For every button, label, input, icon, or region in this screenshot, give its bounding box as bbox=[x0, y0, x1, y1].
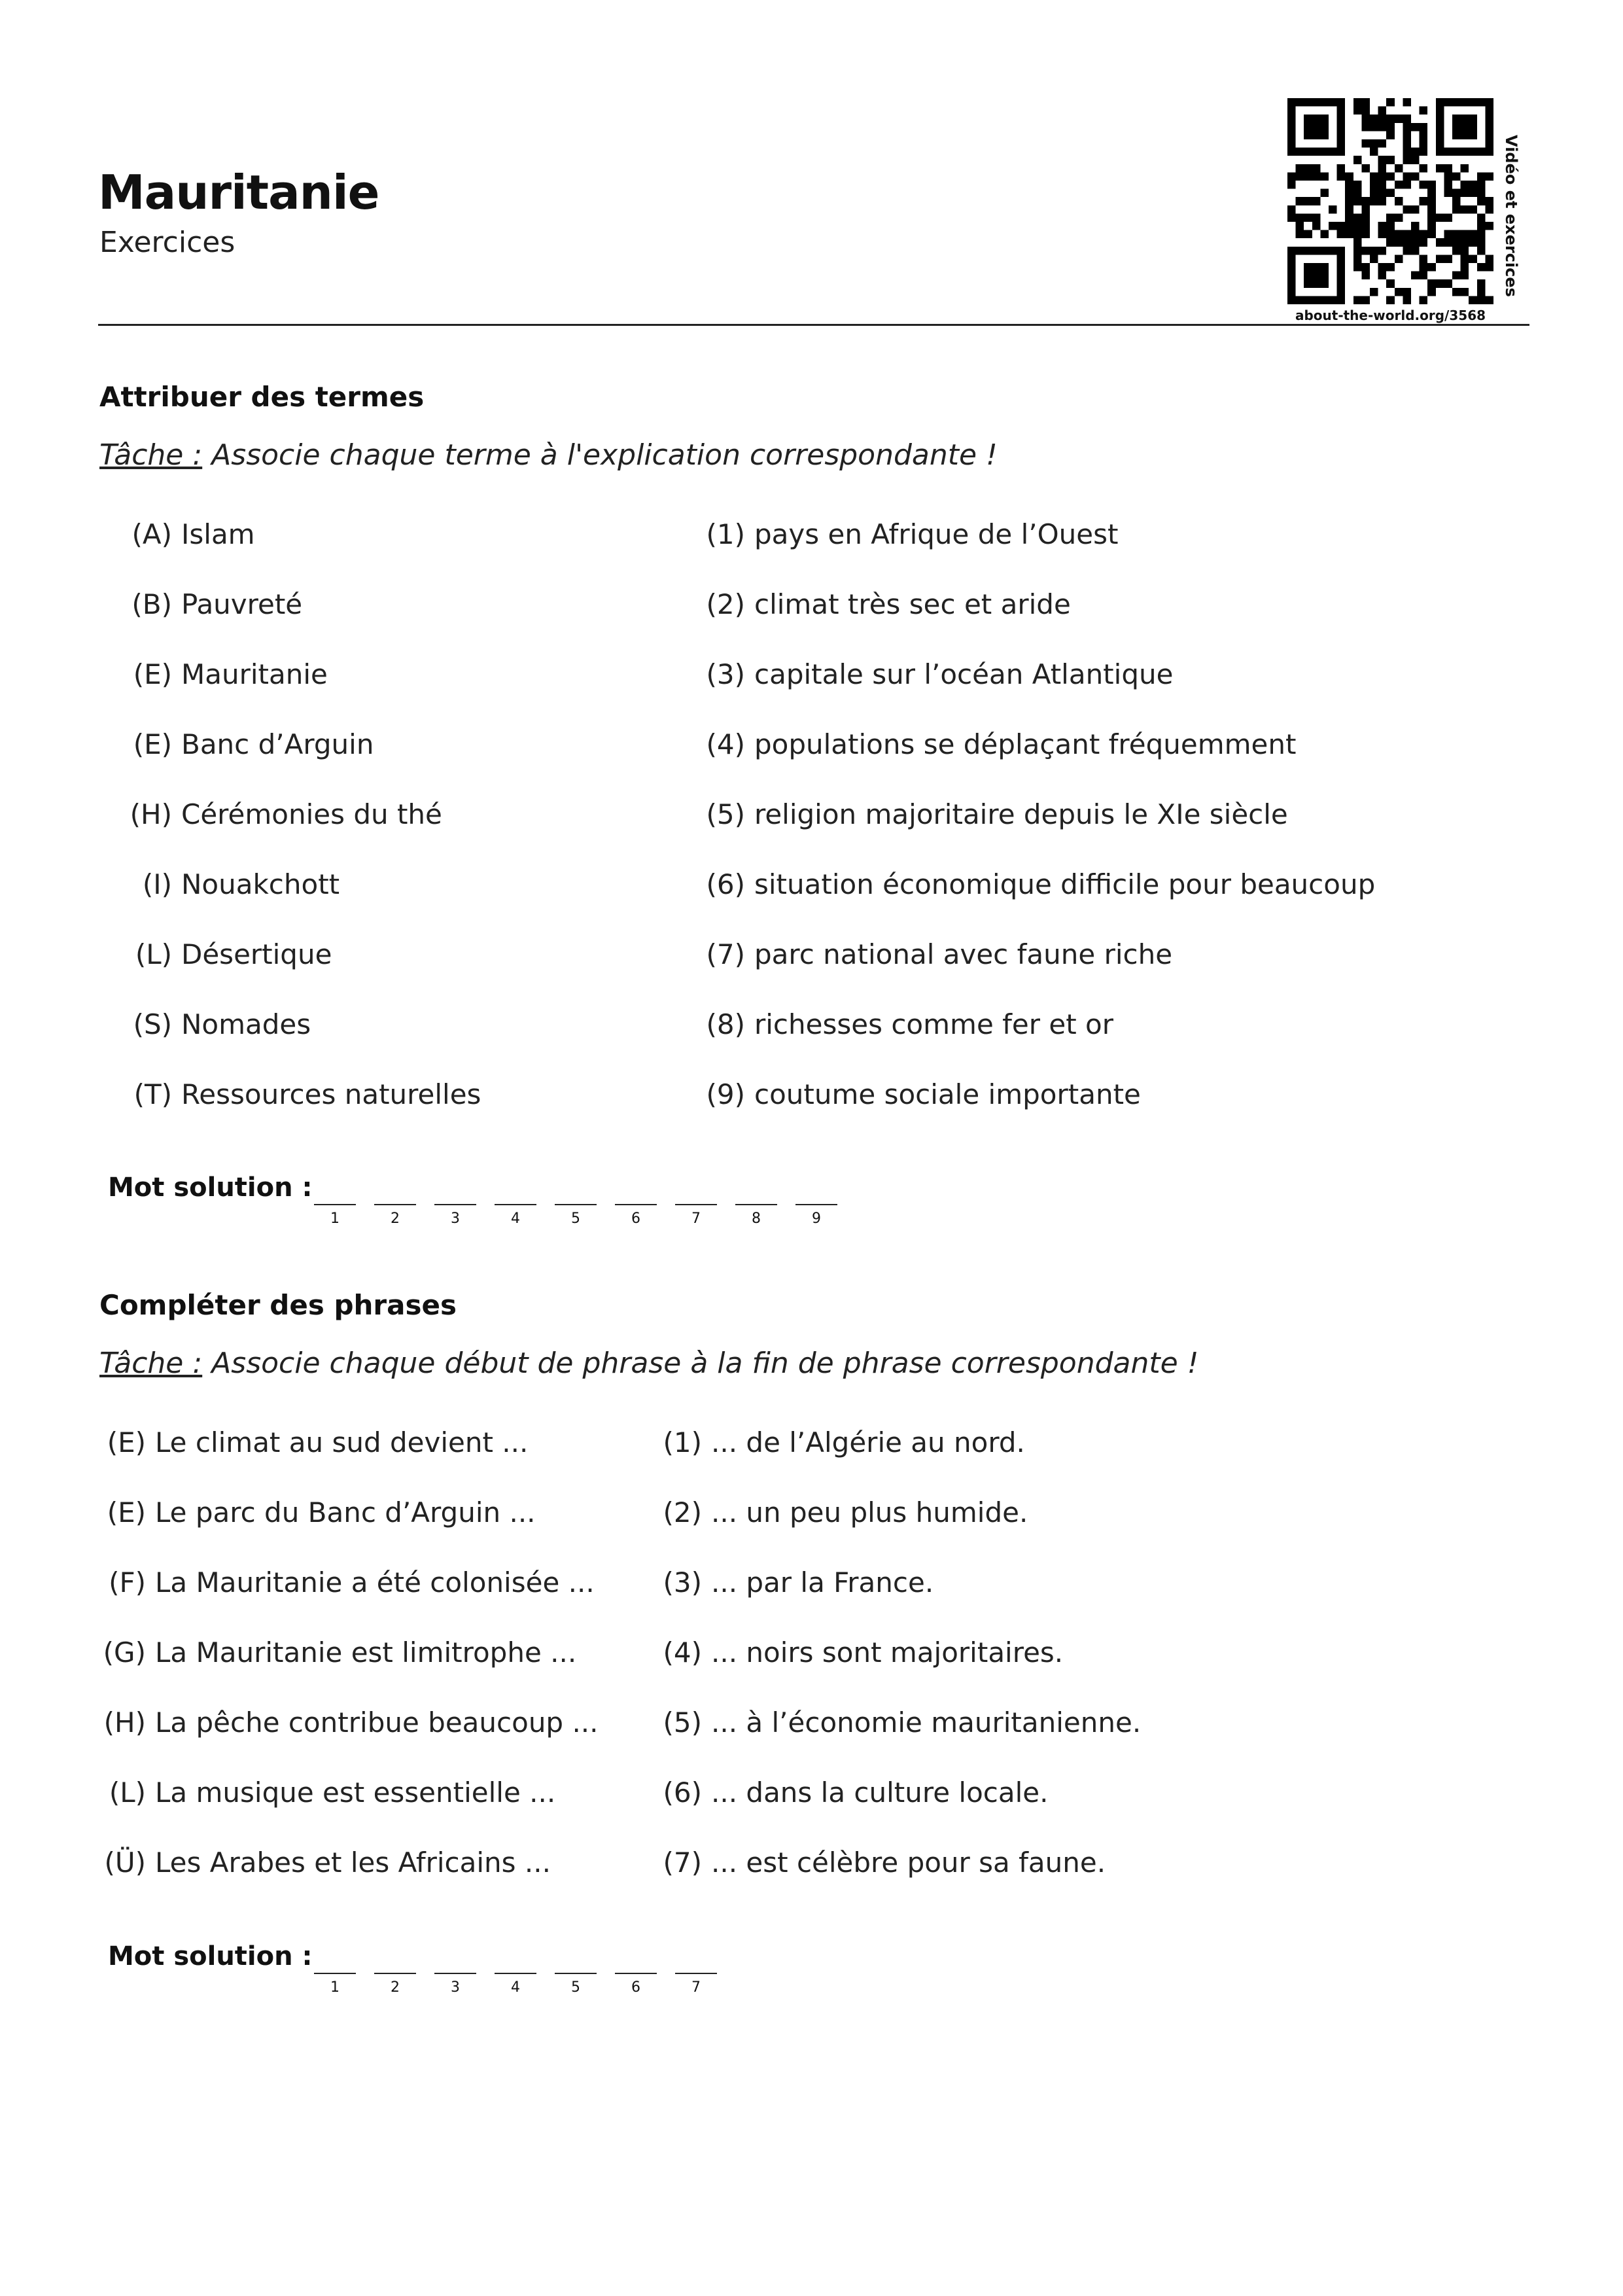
solution-blank[interactable] bbox=[495, 1204, 536, 1227]
definition-item bbox=[706, 1008, 1113, 1040]
sentence-end-item-key: (1) bbox=[663, 1426, 702, 1458]
term-item-text: Cérémonies du thé bbox=[181, 798, 442, 830]
sentence-end-item-key: (4) bbox=[663, 1636, 702, 1669]
solution-blank[interactable] bbox=[495, 1973, 536, 1996]
solution-blank[interactable] bbox=[555, 1973, 597, 1996]
qr-side-label: Vidéo et exercices bbox=[1502, 135, 1520, 297]
solution-blank-number: 6 bbox=[631, 1210, 640, 1227]
solution-blank-number: 4 bbox=[511, 1210, 520, 1227]
definition-item-text: richesses comme fer et or bbox=[754, 1008, 1113, 1040]
term-item-key: (L) bbox=[135, 938, 172, 970]
solution-blank[interactable] bbox=[374, 1204, 416, 1227]
section1-solution-label: Mot solution : bbox=[108, 1173, 313, 1203]
sentence-end-item-text: ... noirs sont majoritaires. bbox=[711, 1636, 1064, 1669]
sentence-end-item-text: ... à l’économie mauritanienne. bbox=[711, 1706, 1142, 1739]
solution-blank[interactable] bbox=[675, 1204, 717, 1227]
term-item-key: (E) bbox=[133, 658, 172, 690]
definition-item-text: pays en Afrique de l’Ouest bbox=[754, 518, 1119, 550]
section2-title: Compléter des phrases bbox=[99, 1289, 457, 1321]
solution-blank[interactable] bbox=[434, 1973, 476, 1996]
term-item bbox=[133, 1008, 311, 1040]
term-item-key: (H) bbox=[130, 798, 172, 830]
page-title: Mauritanie bbox=[98, 165, 379, 220]
sentence-start-item-text: La musique est essentielle ... bbox=[155, 1776, 556, 1809]
sentence-start-item-key: (E) bbox=[107, 1426, 146, 1458]
term-item bbox=[131, 518, 255, 550]
sentence-end-item bbox=[663, 1566, 934, 1598]
term-item bbox=[135, 938, 332, 970]
solution-blank[interactable] bbox=[555, 1204, 597, 1227]
definition-item-key: (1) bbox=[706, 518, 745, 550]
sentence-start-item-key: (E) bbox=[107, 1496, 146, 1528]
sentence-end-item-key: (2) bbox=[663, 1496, 702, 1528]
term-item bbox=[133, 728, 374, 760]
solution-blank[interactable] bbox=[735, 1204, 777, 1227]
term-item bbox=[133, 658, 328, 690]
definition-item bbox=[706, 728, 1297, 760]
solution-blank-number: 1 bbox=[330, 1210, 340, 1227]
term-item-text: Islam bbox=[181, 518, 255, 550]
header-divider bbox=[98, 324, 1529, 326]
sentence-end-item-text: ... de l’Algérie au nord. bbox=[711, 1426, 1025, 1458]
definition-item bbox=[706, 588, 1071, 620]
sentence-end-item bbox=[663, 1426, 1025, 1458]
sentence-start-item-key: (H) bbox=[103, 1706, 146, 1739]
sentence-start-item-text: Le climat au sud devient ... bbox=[155, 1426, 529, 1458]
definition-item-key: (9) bbox=[706, 1078, 745, 1110]
sentence-start-item bbox=[103, 1636, 577, 1669]
sentence-start-item-key: (Ü) bbox=[104, 1846, 146, 1879]
sentence-start-item-key: (G) bbox=[103, 1636, 146, 1669]
solution-blank[interactable] bbox=[615, 1204, 657, 1227]
qr-code-icon bbox=[1287, 98, 1493, 304]
sentence-end-item-key: (3) bbox=[663, 1566, 702, 1598]
term-item-text: Nouakchott bbox=[181, 868, 340, 900]
solution-blank[interactable] bbox=[434, 1204, 476, 1227]
definition-item-key: (6) bbox=[706, 868, 745, 900]
definition-item-text: parc national avec faune riche bbox=[754, 938, 1173, 970]
term-item bbox=[142, 868, 340, 900]
sentence-end-item-text: ... est célèbre pour sa faune. bbox=[711, 1846, 1106, 1879]
definition-item-text: capitale sur l’océan Atlantique bbox=[754, 658, 1174, 690]
solution-blank-number: 2 bbox=[391, 1979, 400, 1996]
definition-item-text: populations se déplaçant fréquemment bbox=[754, 728, 1297, 760]
solution-blank-number: 5 bbox=[571, 1210, 580, 1227]
sentence-end-item bbox=[663, 1846, 1106, 1879]
term-item-key: (I) bbox=[142, 868, 172, 900]
sentence-start-item bbox=[107, 1426, 529, 1458]
sentence-end-item bbox=[663, 1636, 1064, 1669]
term-item-key: (B) bbox=[131, 588, 172, 620]
definition-item bbox=[706, 868, 1376, 900]
sentence-start-item bbox=[109, 1776, 556, 1809]
definition-item bbox=[706, 938, 1173, 970]
solution-blank[interactable] bbox=[374, 1973, 416, 1996]
solution-blank[interactable] bbox=[314, 1204, 356, 1227]
term-item-text: Ressources naturelles bbox=[181, 1078, 481, 1110]
solution-blank-number: 1 bbox=[330, 1979, 340, 1996]
term-item-key: (T) bbox=[133, 1078, 172, 1110]
sentence-start-item-key: (F) bbox=[109, 1566, 146, 1598]
definition-item bbox=[706, 658, 1174, 690]
section1-title: Attribuer des termes bbox=[99, 381, 425, 413]
definition-item-text: situation économique difficile pour beaucoup bbox=[754, 868, 1376, 900]
solution-blank-number: 3 bbox=[451, 1979, 460, 1996]
sentence-start-item-text: La Mauritanie est limitrophe ... bbox=[155, 1636, 577, 1669]
definition-item-text: coutume sociale importante bbox=[754, 1078, 1141, 1110]
definition-item-text: religion majoritaire depuis le XIe siècle bbox=[754, 798, 1288, 830]
sentence-end-item-key: (7) bbox=[663, 1846, 702, 1879]
definition-item-key: (2) bbox=[706, 588, 745, 620]
term-item-key: (E) bbox=[133, 728, 172, 760]
sentence-start-item-text: Les Arabes et les Africains ... bbox=[155, 1846, 551, 1879]
definition-item-key: (3) bbox=[706, 658, 745, 690]
definition-item bbox=[706, 798, 1288, 830]
definition-item bbox=[706, 1078, 1141, 1110]
solution-blank-number: 3 bbox=[451, 1210, 460, 1227]
sentence-start-item-text: La pêche contribue beaucoup ... bbox=[155, 1706, 599, 1739]
term-item-key: (A) bbox=[131, 518, 172, 550]
solution-blank-number: 5 bbox=[571, 1979, 580, 1996]
term-item-text: Désertique bbox=[181, 938, 332, 970]
sentence-start-item bbox=[103, 1706, 599, 1739]
section1-task: Tâche : Associe chaque terme à l'explication correspondante ! bbox=[99, 438, 998, 472]
qr-url: about-the-world.org/3568 bbox=[1295, 308, 1486, 323]
definition-item-key: (8) bbox=[706, 1008, 745, 1040]
term-item bbox=[131, 588, 303, 620]
solution-blank-number: 6 bbox=[631, 1979, 640, 1996]
sentence-end-item-text: ... par la France. bbox=[711, 1566, 934, 1598]
definition-item bbox=[706, 518, 1119, 550]
sentence-end-item-key: (6) bbox=[663, 1776, 702, 1809]
sentence-end-item-text: ... un peu plus humide. bbox=[711, 1496, 1028, 1528]
solution-blank-number: 7 bbox=[691, 1979, 701, 1996]
solution-blank-number: 4 bbox=[511, 1979, 520, 1996]
solution-blank[interactable] bbox=[615, 1973, 657, 1996]
sentence-end-item bbox=[663, 1776, 1049, 1809]
page-subtitle: Exercices bbox=[99, 226, 236, 259]
solution-blank-number: 9 bbox=[812, 1210, 821, 1227]
definition-item-text: climat très sec et aride bbox=[754, 588, 1071, 620]
section2-solution-label: Mot solution : bbox=[108, 1941, 313, 1971]
definition-item-key: (5) bbox=[706, 798, 745, 830]
definition-item-key: (4) bbox=[706, 728, 745, 760]
term-item bbox=[133, 1078, 481, 1110]
solution-blank-number: 8 bbox=[752, 1210, 761, 1227]
sentence-end-item-text: ... dans la culture locale. bbox=[711, 1776, 1049, 1809]
solution-blank[interactable] bbox=[795, 1204, 837, 1227]
section2-task: Tâche : Associe chaque début de phrase à la fin de phrase correspondante ! bbox=[99, 1347, 1199, 1380]
term-item-text: Mauritanie bbox=[181, 658, 328, 690]
solution-blank-number: 7 bbox=[691, 1210, 701, 1227]
sentence-start-item-text: Le parc du Banc d’Arguin ... bbox=[155, 1496, 536, 1528]
sentence-start-item-text: La Mauritanie a été colonisée ... bbox=[155, 1566, 595, 1598]
term-item-text: Nomades bbox=[181, 1008, 311, 1040]
solution-blank[interactable] bbox=[675, 1973, 717, 1996]
term-item-key: (S) bbox=[133, 1008, 172, 1040]
sentence-end-item bbox=[663, 1496, 1028, 1528]
sentence-end-item-key: (5) bbox=[663, 1706, 702, 1739]
sentence-start-item bbox=[109, 1566, 595, 1598]
sentence-start-item-key: (L) bbox=[109, 1776, 146, 1809]
solution-blank-number: 2 bbox=[391, 1210, 400, 1227]
definition-item-key: (7) bbox=[706, 938, 745, 970]
solution-blank[interactable] bbox=[314, 1973, 356, 1996]
term-item bbox=[130, 798, 442, 830]
term-item-text: Banc d’Arguin bbox=[181, 728, 374, 760]
sentence-start-item bbox=[104, 1846, 551, 1879]
term-item-text: Pauvreté bbox=[181, 588, 303, 620]
sentence-start-item bbox=[107, 1496, 536, 1528]
sentence-end-item bbox=[663, 1706, 1142, 1739]
